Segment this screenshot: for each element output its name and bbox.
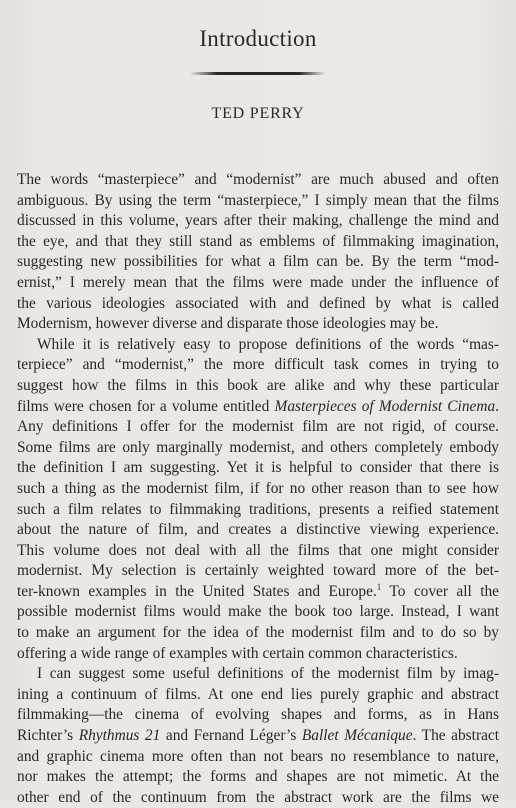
line-text: the eye, and that they still stand as emblems of filmmaking imagination, bbox=[17, 232, 499, 250]
line-text: to make an argument for the idea of the modernist film and to do so by bbox=[17, 624, 499, 642]
text-line bbox=[17, 623, 499, 644]
title-rule bbox=[190, 72, 326, 75]
line-text: modernist. My selection is certainly weighted toward more of the bet- bbox=[17, 562, 499, 580]
line-text: such a thing as the modernist film, if for no other reason than to see how bbox=[17, 479, 499, 497]
text-line bbox=[17, 788, 499, 808]
text-line bbox=[17, 211, 499, 232]
text-line bbox=[17, 170, 499, 191]
text-line bbox=[17, 232, 499, 253]
author-name: TED PERRY bbox=[211, 105, 305, 122]
text-line bbox=[17, 273, 499, 294]
line-text: about the nature of film, and creates a distinctive viewing experience. bbox=[17, 521, 499, 539]
chapter-title: Introduction bbox=[199, 26, 317, 51]
line-text: Modernism, however diverse and disparate those ideologies may be. bbox=[17, 315, 439, 333]
italic-title: Masterpieces of Modernist Cinema bbox=[274, 397, 496, 415]
line-text: nor makes the attempt; the forms and shapes are not mimetic. At the bbox=[17, 768, 499, 786]
line-text: discussed in this volume, years after their making, challenge the mind and bbox=[17, 212, 499, 230]
line-text: Richter’s bbox=[17, 727, 79, 745]
text-line bbox=[17, 376, 499, 397]
text-line bbox=[17, 438, 499, 459]
line-text: ernist,” I merely mean that the films were made under the influence of bbox=[17, 273, 499, 291]
text-line bbox=[17, 335, 499, 356]
line-text: . The abstract bbox=[412, 727, 500, 745]
text-line bbox=[17, 458, 499, 479]
line-text: I can suggest some useful definitions of the modernist film by imag- bbox=[37, 665, 499, 683]
line-text: films were chosen for a volume entitled bbox=[17, 397, 275, 415]
text-line bbox=[17, 417, 499, 438]
text-line bbox=[17, 582, 499, 603]
text-line bbox=[17, 602, 499, 623]
line-text: such a film relates to filmmaking traditions, presents a reified statement bbox=[17, 500, 499, 518]
line-text: . bbox=[495, 397, 500, 415]
text-line bbox=[17, 541, 499, 562]
line-text: While it is relatively easy to propose definitions of the words “mas- bbox=[37, 335, 499, 353]
line-text: and Fernand Léger’s bbox=[160, 727, 302, 745]
line-text: suggesting new possibilities for what a film can be. By the term “mod- bbox=[17, 253, 499, 271]
text-line bbox=[17, 705, 499, 726]
text-line bbox=[17, 191, 499, 212]
text-line bbox=[17, 644, 499, 665]
line-text: the various ideologies associated with and defined by what is called bbox=[17, 294, 499, 312]
footnote-marker: 1 bbox=[376, 581, 382, 592]
line-text: other end of the continuum from the abstract work are the films we bbox=[17, 788, 499, 806]
line-text: suggest how the films in this book are alike and why these particular bbox=[17, 376, 499, 394]
text-line bbox=[17, 726, 499, 747]
text-line bbox=[17, 767, 499, 788]
line-text: ining a continuum of films. At one end lies purely graphic and abstract bbox=[17, 685, 499, 703]
line-text: Any definitions I offer for the modernist film are not rigid, of course. bbox=[17, 418, 499, 436]
body-text bbox=[17, 170, 499, 808]
text-line bbox=[17, 561, 499, 582]
text-line bbox=[17, 500, 499, 521]
line-text: filmmaking—the cinema of evolving shapes and forms, as in Hans bbox=[17, 706, 499, 724]
line-text: This volume does not deal with all the films that one might consider bbox=[17, 541, 499, 559]
line-text: possible modernist films would make the book too large. Instead, I want bbox=[17, 603, 499, 621]
text-line bbox=[17, 314, 499, 335]
line-text: and graphic cinema more often than not bears no resemblance to nature, bbox=[17, 747, 499, 765]
line-text: The words “masterpiece” and “modernist” are much abused and often bbox=[17, 171, 499, 188]
text-line bbox=[17, 685, 499, 706]
text-line bbox=[17, 747, 499, 768]
text-line bbox=[17, 252, 499, 273]
text-line bbox=[17, 664, 499, 685]
text-line bbox=[17, 294, 499, 315]
line-text: Some films are only marginally modernist, and others completely embody bbox=[17, 438, 499, 456]
italic-title: Ballet Mécanique bbox=[301, 727, 413, 745]
text-line bbox=[17, 397, 499, 418]
italic-title: Rhythmus 21 bbox=[78, 727, 161, 745]
text-line bbox=[17, 355, 499, 376]
text-line bbox=[17, 520, 499, 541]
line-text: ter-known examples in the United States and Europe. bbox=[17, 582, 377, 600]
line-text: offering a wide range of examples with certain common characteristics. bbox=[17, 644, 458, 662]
line-text: ambiguous. By using the term “masterpiece,” I simply mean that the films bbox=[17, 191, 499, 209]
line-text: To cover all the bbox=[381, 582, 499, 600]
line-text: terpiece” and “modernist,” the more difficult task comes in trying to bbox=[17, 356, 499, 374]
line-text: the definition I am suggesting. Yet it is helpful to consider that there is bbox=[17, 459, 499, 477]
text-line bbox=[17, 479, 499, 500]
